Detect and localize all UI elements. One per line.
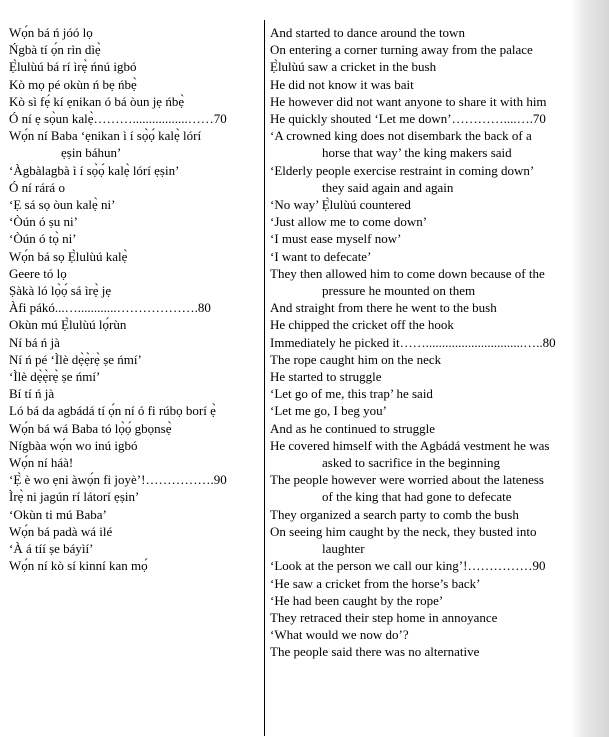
yoruba-line: Ó ní rárá o	[9, 179, 65, 195]
english-line: They organized a search party to comb the bush	[270, 506, 519, 522]
english-line-continuation: asked to sacrifice in the beginning	[322, 455, 500, 471]
yoruba-line: ‘À á tíí ṣe báyìí’	[9, 541, 94, 557]
english-line: He did not know it was bait	[270, 76, 414, 92]
yoruba-line: Wọ́n ní kò sí kinní kan mọ́	[9, 558, 148, 574]
english-line-70: He quickly shouted ‘Let me down’…………....….70	[270, 111, 546, 127]
yoruba-line: Wọ́n bá wá Baba tó lọ̀ọ́ gbọnsẹ̀	[9, 420, 172, 436]
yoruba-line: Wọ́n bá ń jóó lọ	[9, 25, 93, 40]
english-line-80: Immediately he picked it……..............................…..80	[270, 334, 556, 350]
english-line: ‘Let me go, I beg you’	[270, 403, 387, 419]
english-line-continuation: of the king that had gone to defecate	[322, 489, 512, 505]
english-line: On entering a corner turning away from the palace	[270, 42, 533, 58]
english-line: ‘Just allow me to come down’	[270, 214, 428, 230]
yoruba-line: ‘Okùn ti mú Baba’	[9, 506, 107, 522]
english-line: And started to dance around the town	[270, 25, 465, 40]
yoruba-line: ‘Ìlè dẹ̀ẹ̀rẹ̀ ṣe ńmí’	[9, 369, 101, 385]
english-line: And straight from there he went to the bush	[270, 300, 497, 316]
english-line: And as he continued to struggle	[270, 420, 435, 436]
english-line: He however did not want anyone to share it with him	[270, 93, 547, 109]
yoruba-line: Kò sì fẹ́ kí ẹnikan ó bá òun jẹ ńbẹ̀	[9, 93, 185, 109]
english-line-continuation: laughter	[322, 541, 365, 557]
english-line: On seeing him caught by the neck, they busted into	[270, 523, 537, 539]
yoruba-line: Geere tó lọ	[9, 265, 67, 281]
yoruba-line: ‘Ẹ sá sọ òun kalẹ̀ ni’	[9, 197, 116, 213]
english-line: ‘I must ease myself now’	[270, 231, 402, 247]
english-line: They then allowed him to come down because of the	[270, 265, 545, 281]
english-line-continuation: horse that way’ the king makers said	[322, 145, 512, 161]
english-line: ‘I want to defecate’	[270, 248, 372, 264]
english-line-continuation: they said again and again	[322, 179, 454, 195]
yoruba-line-70: Ó ní ẹ sọ̀un kalẹ̀……….................……70	[9, 111, 227, 127]
yoruba-line: Okùn mú Ẹ̀lulùú lọ́rùn	[9, 317, 127, 333]
column-divider	[264, 20, 265, 736]
yoruba-line: Ló bá da agbádá tí ọ́n ní ó fi rúbọ borí ẹ̀	[9, 403, 216, 419]
english-line-90: ‘Look at the person we call our king’!……………90	[270, 558, 546, 574]
english-line: They retraced their step home in annoyance	[270, 609, 498, 625]
yoruba-line: Wọ́n bá padà wá ilé	[9, 523, 113, 539]
yoruba-line: Ní ń pé ‘Ìlè dẹ̀ẹ̀rẹ̀ ṣe ńmí’	[9, 351, 142, 367]
english-line: He chipped the cricket off the hook	[270, 317, 454, 333]
english-line: ‘A crowned king does not disembark the back of a	[270, 128, 532, 144]
english-line: ‘He had been caught by the rope’	[270, 592, 444, 608]
english-line: ‘Let go of me, this trap’ he said	[270, 386, 433, 402]
english-line: ‘Elderly people exercise restraint in coming down’	[270, 162, 535, 178]
yoruba-line: Ẹ̀lulùú bá rí ìrẹ̀ ńnú igbó	[9, 59, 137, 75]
yoruba-line: Kò mọ pé okùn ń bẹ ńbẹ̀	[9, 76, 137, 92]
yoruba-line: Ṣàkà ló lọ̀ọ́ sá ìrẹ̀ jẹ	[9, 283, 112, 299]
english-line: The people however were worried about the lateness	[270, 472, 544, 488]
english-line: Ẹ̀lulùú saw a cricket in the bush	[270, 59, 437, 75]
english-line: ‘He saw a cricket from the horse’s back’	[270, 575, 481, 591]
english-column	[270, 24, 598, 661]
english-line: The people said there was no alternative	[270, 644, 480, 660]
english-line-continuation: pressure he mounted on them	[322, 283, 476, 299]
yoruba-line: Bí tí ń jà	[9, 386, 55, 402]
yoruba-column	[9, 24, 259, 575]
yoruba-line: Wọ́n bá sọ Ẹ̀lulùú kalẹ̀	[9, 248, 128, 264]
yoruba-line: Wọ́n ní Baba ‘ẹnikan ì í sọ̀ọ́ kalẹ̀ lórí	[9, 128, 202, 144]
yoruba-line: Ní bá ń jà	[9, 334, 60, 350]
english-line: He started to struggle	[270, 369, 382, 385]
yoruba-line: Ìrẹ̀ ni jagún rí látorí ẹṣin’	[9, 489, 140, 505]
yoruba-line-continuation: ẹṣin báhun’	[61, 145, 122, 161]
yoruba-line: ‘Òún ó ṣu ni’	[9, 214, 78, 230]
english-line: ‘What would we now do’?	[270, 627, 409, 643]
yoruba-line: Nígbàa wọ́n wo inú igbó	[9, 437, 138, 453]
yoruba-line-80: Àfi pákó...…............……………….80	[9, 300, 211, 316]
yoruba-line: ‘Òún ó tọ̀ ni’	[9, 231, 77, 247]
yoruba-line: Ńgbà tí ọ́n rìn dìẹ̀	[9, 42, 101, 58]
english-line: The rope caught him on the neck	[270, 351, 442, 367]
yoruba-line: ‘Àgbàlagbà ì í sọ̀ọ́ kalẹ̀ lórí ẹṣin’	[9, 162, 180, 178]
english-line: He covered himself with the Agbádá vestment he was	[270, 437, 550, 453]
english-line: ‘No way’ Ẹ̀lulùú countered	[270, 197, 411, 213]
yoruba-line-90: ‘Ẹ̀ è wo ẹni àwọ́n fi joyè’!…………….90	[9, 472, 227, 488]
yoruba-line: Wọ́n ní háà!	[9, 455, 74, 471]
